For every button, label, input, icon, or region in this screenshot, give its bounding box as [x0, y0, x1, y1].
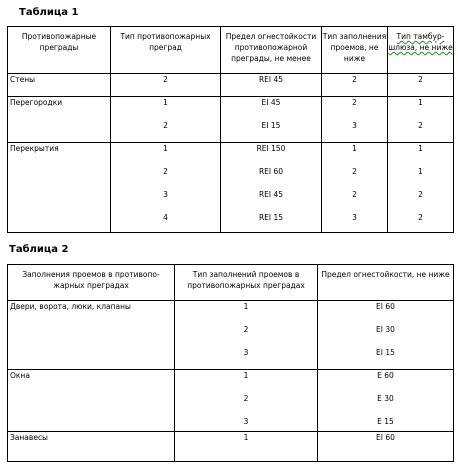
t1-cell-limit: REI 150 [256, 144, 286, 153]
t2-cell-limit: E 15 [377, 417, 394, 426]
table-row [8, 143, 454, 233]
t1-cell-lock: 2 [418, 121, 423, 130]
table2 [7, 264, 454, 462]
t1-cell-lock: 1 [418, 98, 423, 107]
t1-cell-type: 1 [163, 144, 168, 153]
t1-header-barriers: Противопожарные преграды [8, 27, 111, 74]
t2-cell-type: 2 [243, 325, 249, 334]
t1-header-airlock-type: Тип тамбур-шлюза, не ниже [388, 27, 454, 74]
t2-group-windows: Окна [8, 370, 175, 432]
t2-cell-type: 3 [243, 417, 249, 426]
t2-group-doors: Двери, ворота, люки, клапаны [8, 301, 175, 370]
t2-cell-limit: EI 60 [376, 302, 395, 311]
table-row [8, 74, 454, 97]
t1-cell-limit: REI 45 [258, 190, 284, 199]
t2-cell-limit: EI 60 [318, 432, 454, 462]
t1-cell-lock: 2 [388, 74, 454, 97]
t1-cell-limit: EI 45 [261, 98, 281, 107]
table-row [8, 370, 454, 432]
t2-header-fill-type: Тип заполнений проемов в противопожарных преградах [175, 265, 318, 301]
t2-cell-limit: EI 30 [376, 325, 395, 334]
t2-cell-type: 3 [243, 348, 249, 357]
t1-cell-fill: 2 [352, 167, 357, 176]
t1-cell-limit: REI 45 [221, 74, 322, 97]
t1-cell-fill: 2 [352, 190, 357, 199]
t1-cell-type: 4 [163, 213, 168, 222]
t1-cell-lock: 2 [418, 190, 423, 199]
t1-cell-type: 1 [163, 98, 168, 107]
t1-header-fire-limit: Предел огнестойкости противопожарной преграды, не менее [221, 27, 322, 74]
table1-title: Таблица 1 [19, 7, 79, 18]
table1 [7, 26, 454, 233]
t2-cell-limit: E 30 [377, 394, 394, 403]
t2-header-fire-limit: Предел огнестойкости, не ниже [318, 265, 454, 301]
t2-cell-type: 1 [243, 371, 249, 380]
t2-cell-type: 2 [243, 394, 249, 403]
t2-cell-type: 1 [243, 302, 249, 311]
t1-cell-fill: 2 [352, 98, 357, 107]
t1-cell-fill: 3 [352, 213, 357, 222]
t2-cell-limit: E 60 [377, 371, 394, 380]
t1-header-barrier-type: Тип противопожарных преград [111, 27, 221, 74]
t1-cell-type: 2 [163, 167, 168, 176]
t2-header-openings: Заполнения проемов в противопо-жарных преградах [8, 265, 175, 301]
t1-cell-fill: 1 [352, 144, 357, 153]
t2-group-curtains: Занавесы [8, 432, 175, 462]
table2-title: Таблица 2 [9, 244, 69, 255]
t1-cell-lock: 2 [418, 213, 423, 222]
t1-header-fill-type: Тип заполнения проемов, не ниже [322, 27, 388, 74]
t1-cell-limit: REI 60 [258, 167, 284, 176]
t2-cell-type: 1 [175, 432, 318, 462]
table-row [8, 432, 454, 462]
t1-cell-limit: REI 15 [258, 213, 284, 222]
t1-group-walls: Стены [8, 74, 111, 97]
table-row [8, 97, 454, 143]
t1-cell-lock: 1 [418, 144, 423, 153]
t1-cell-fill: 3 [352, 121, 357, 130]
table-row [8, 301, 454, 370]
t1-group-partitions: Перегородки [8, 97, 111, 143]
t2-cell-limit: EI 15 [376, 348, 395, 357]
t1-group-floors: Перекрытия [8, 143, 111, 233]
t1-cell-type: 2 [111, 74, 221, 97]
t1-cell-fill: 2 [322, 74, 388, 97]
t1-cell-type: 3 [163, 190, 168, 199]
t1-cell-type: 2 [163, 121, 168, 130]
t1-cell-lock: 1 [418, 167, 423, 176]
t1-cell-limit: EI 15 [261, 121, 281, 130]
